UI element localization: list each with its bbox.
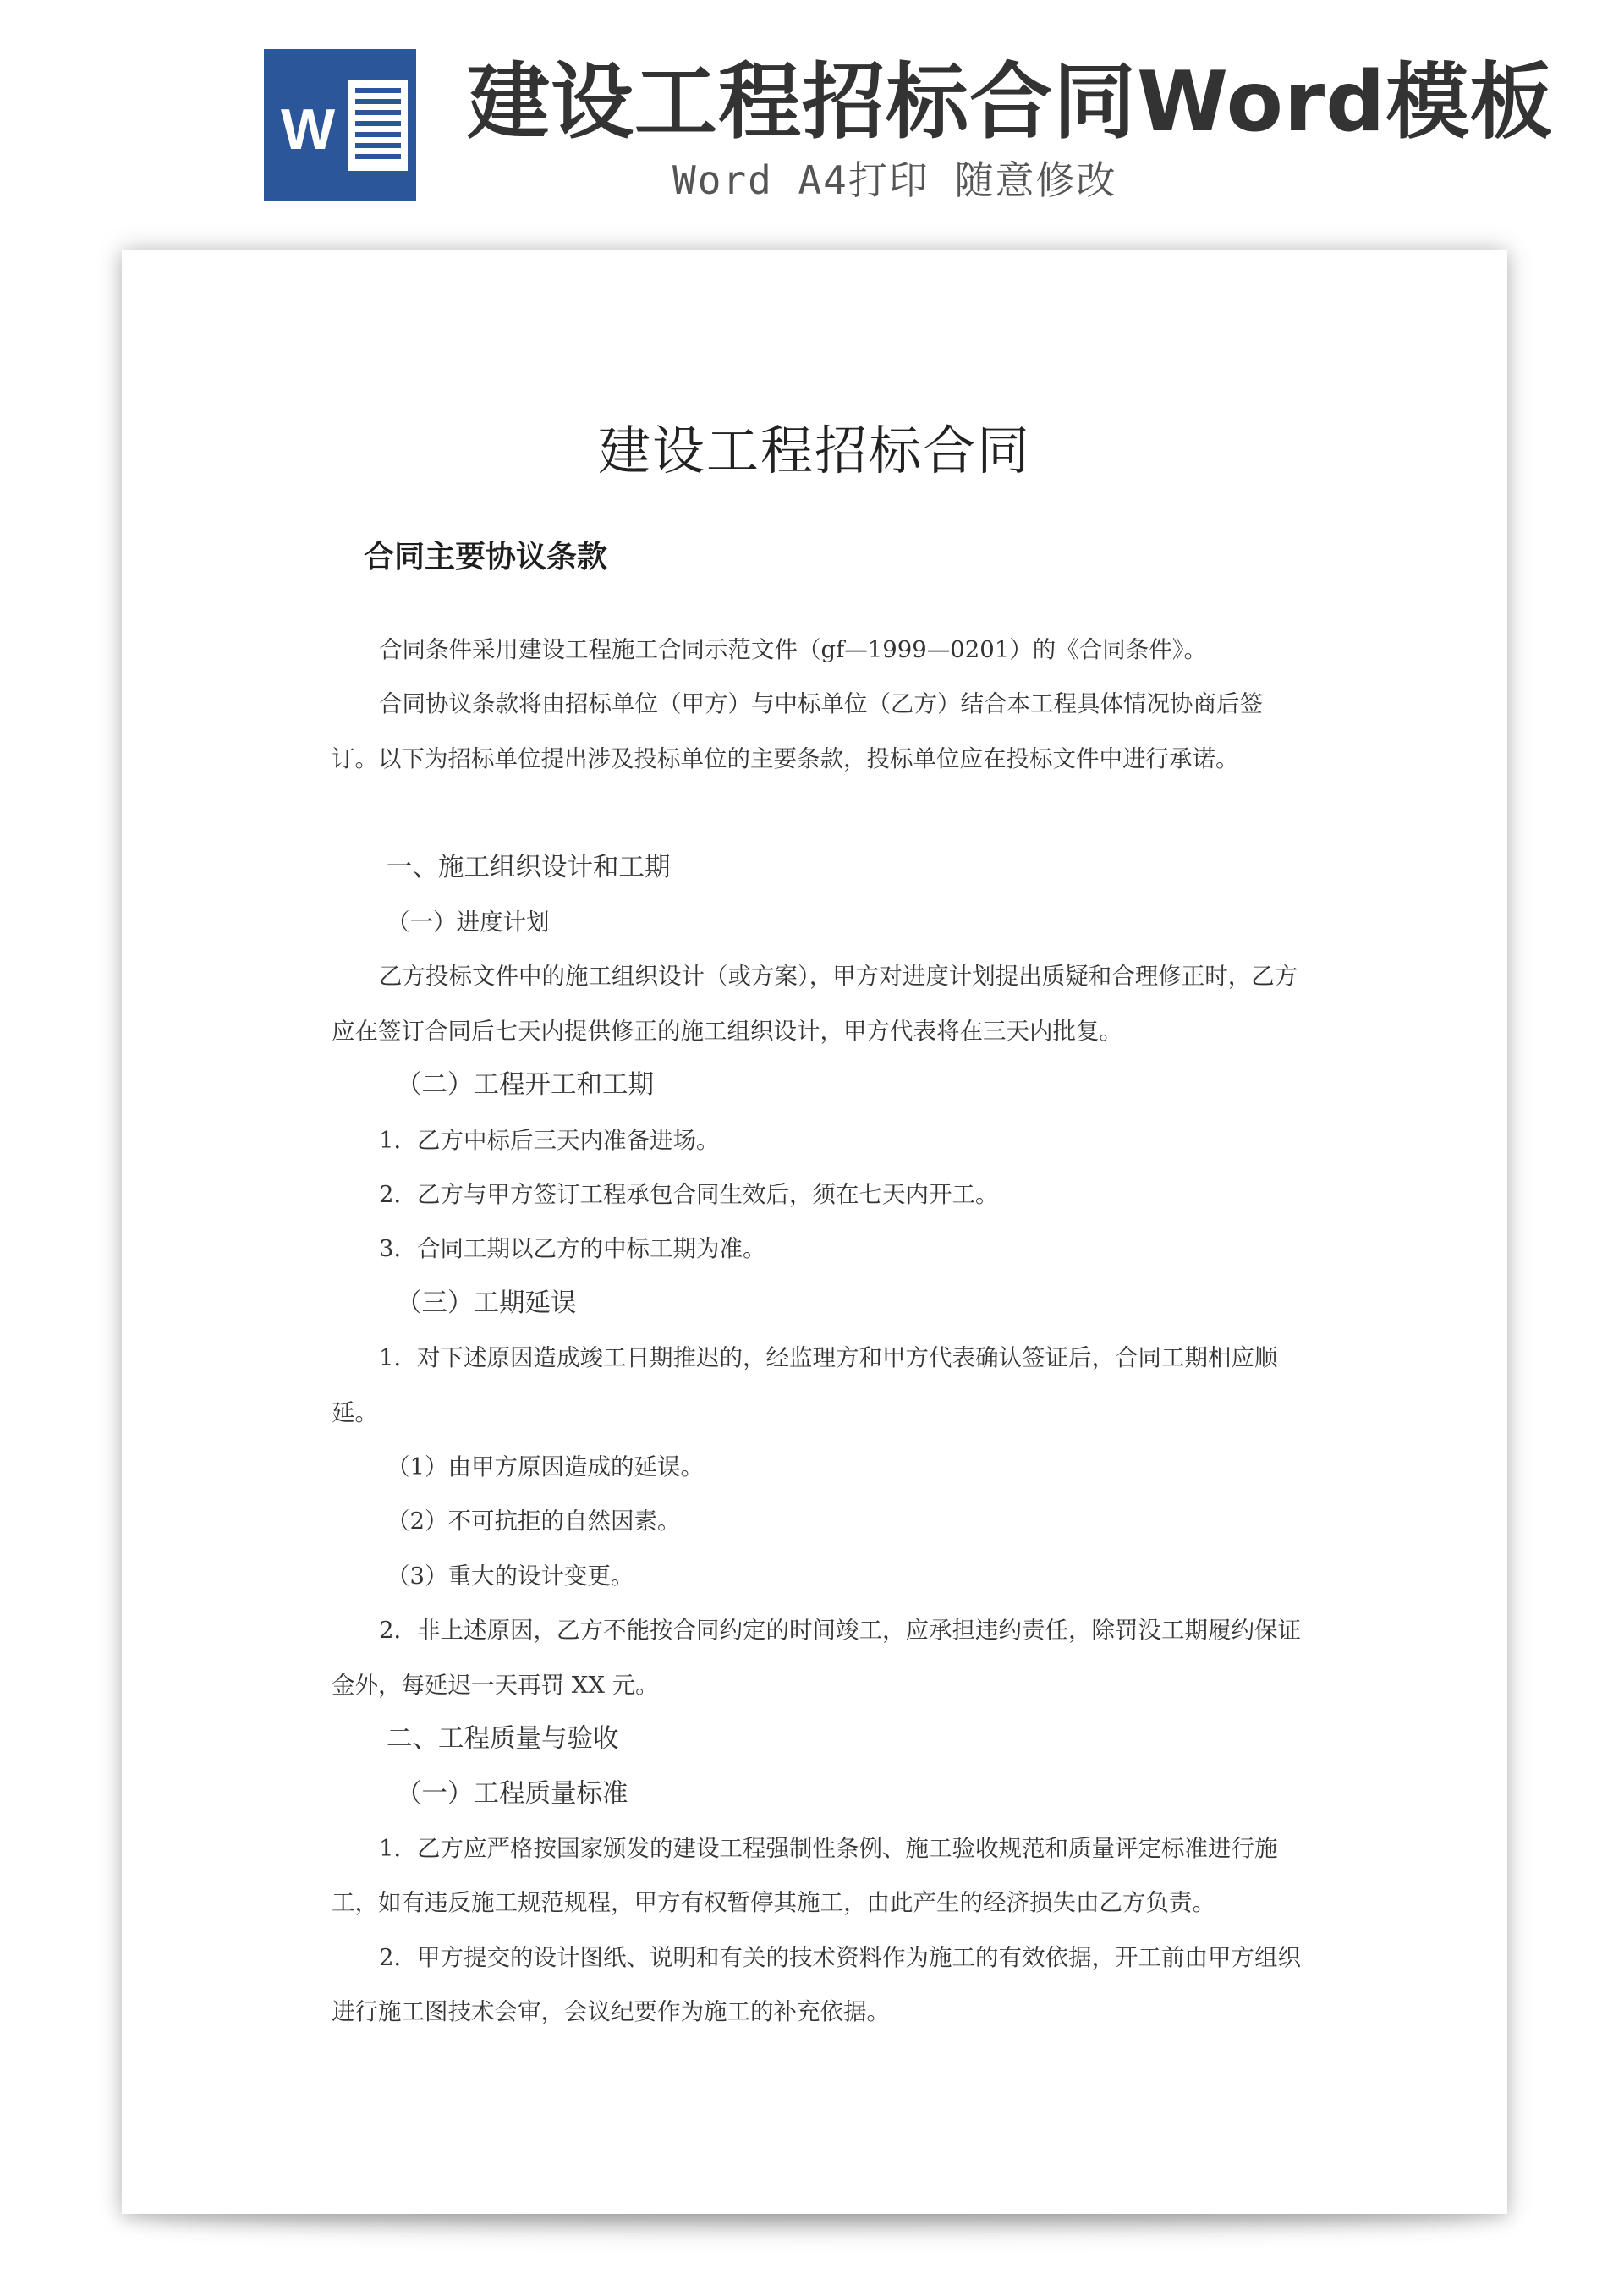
chapter-heading: 二、工程质量与验收 (387, 1724, 619, 1755)
list-item: 2．乙方与甲方签订工程承包合同生效后，须在七天内开工。 (379, 1181, 999, 1209)
list-item: 1．对下述原因造成竣工日期推迟的，经监理方和甲方代表确认签证后，合同工期相应顺延。 (332, 1344, 1278, 1426)
subsection-heading: （一）工程质量标准 (396, 1778, 628, 1809)
list-item: 2．非上述原因，乙方不能按合同约定的时间竣工，应承担违约责任，除罚没工期履约保证金外，每延迟一天再罚 XX 元。 (332, 1617, 1301, 1699)
document-page (122, 250, 1507, 2214)
paragraph: 合同条件采用建设工程施工合同示范文件（gf—1999—0201）的《合同条件》。 (379, 636, 1208, 663)
paragraph: 乙方投标文件中的施工组织设计（或方案），甲方对进度计划提出质疑和合理修正时，乙方应在签订合同后七天内提供修正的施工组织设计，甲方代表将在三天内批复。 (332, 963, 1298, 1045)
word-logo (264, 49, 416, 201)
banner-title: 建设工程招标合同Word模板 (467, 54, 1554, 151)
document-body (332, 623, 1304, 2040)
logo-letter: W (281, 97, 336, 162)
subsection-heading: （一）进度计划 (387, 909, 550, 937)
sub-list-item: （2）不可抗拒的自然因素。 (387, 1508, 681, 1535)
blank-line (332, 786, 1304, 840)
document-title: 建设工程招标合同 (597, 420, 1031, 481)
list-item: 1．乙方中标后三天内准备进场。 (379, 1126, 720, 1154)
list-item: 3．合同工期以乙方的中标工期为准。 (379, 1235, 766, 1263)
banner-subtitle: Word A4打印 随意修改 (672, 157, 1117, 203)
chapter-heading: 一、施工组织设计和工期 (387, 852, 671, 882)
paragraph: 合同协议条款将由招标单位（甲方）与中标单位（乙方）结合本工程具体情况协商后签订。以下为招标单位提出涉及投标单位的主要条款，投标单位应在投标文件中进行承诺。 (332, 690, 1263, 772)
section-heading: 合同主要协议条款 (364, 540, 608, 574)
list-item: 1．乙方应严格按国家颁发的建设工程强制性条例、施工验收规范和质量评定标准进行施工，如有违反施工规范规程，甲方有权暂停其施工，由此产生的经济损失由乙方负责。 (332, 1834, 1278, 1917)
list-item: 2．甲方提交的设计图纸、说明和有关的技术资料作为施工的有效依据，开工前由甲方组织进行施工图技术会审，会议纪要作为施工的补充依据。 (332, 1943, 1301, 2026)
sub-list-item: （1）由甲方原因造成的延误。 (387, 1453, 704, 1481)
subsection-heading: （三）工期延误 (396, 1288, 577, 1318)
sub-list-item: （3）重大的设计变更。 (387, 1562, 634, 1590)
word-document-icon (264, 49, 416, 201)
subsection-heading: （二）工程开工和工期 (396, 1070, 654, 1101)
